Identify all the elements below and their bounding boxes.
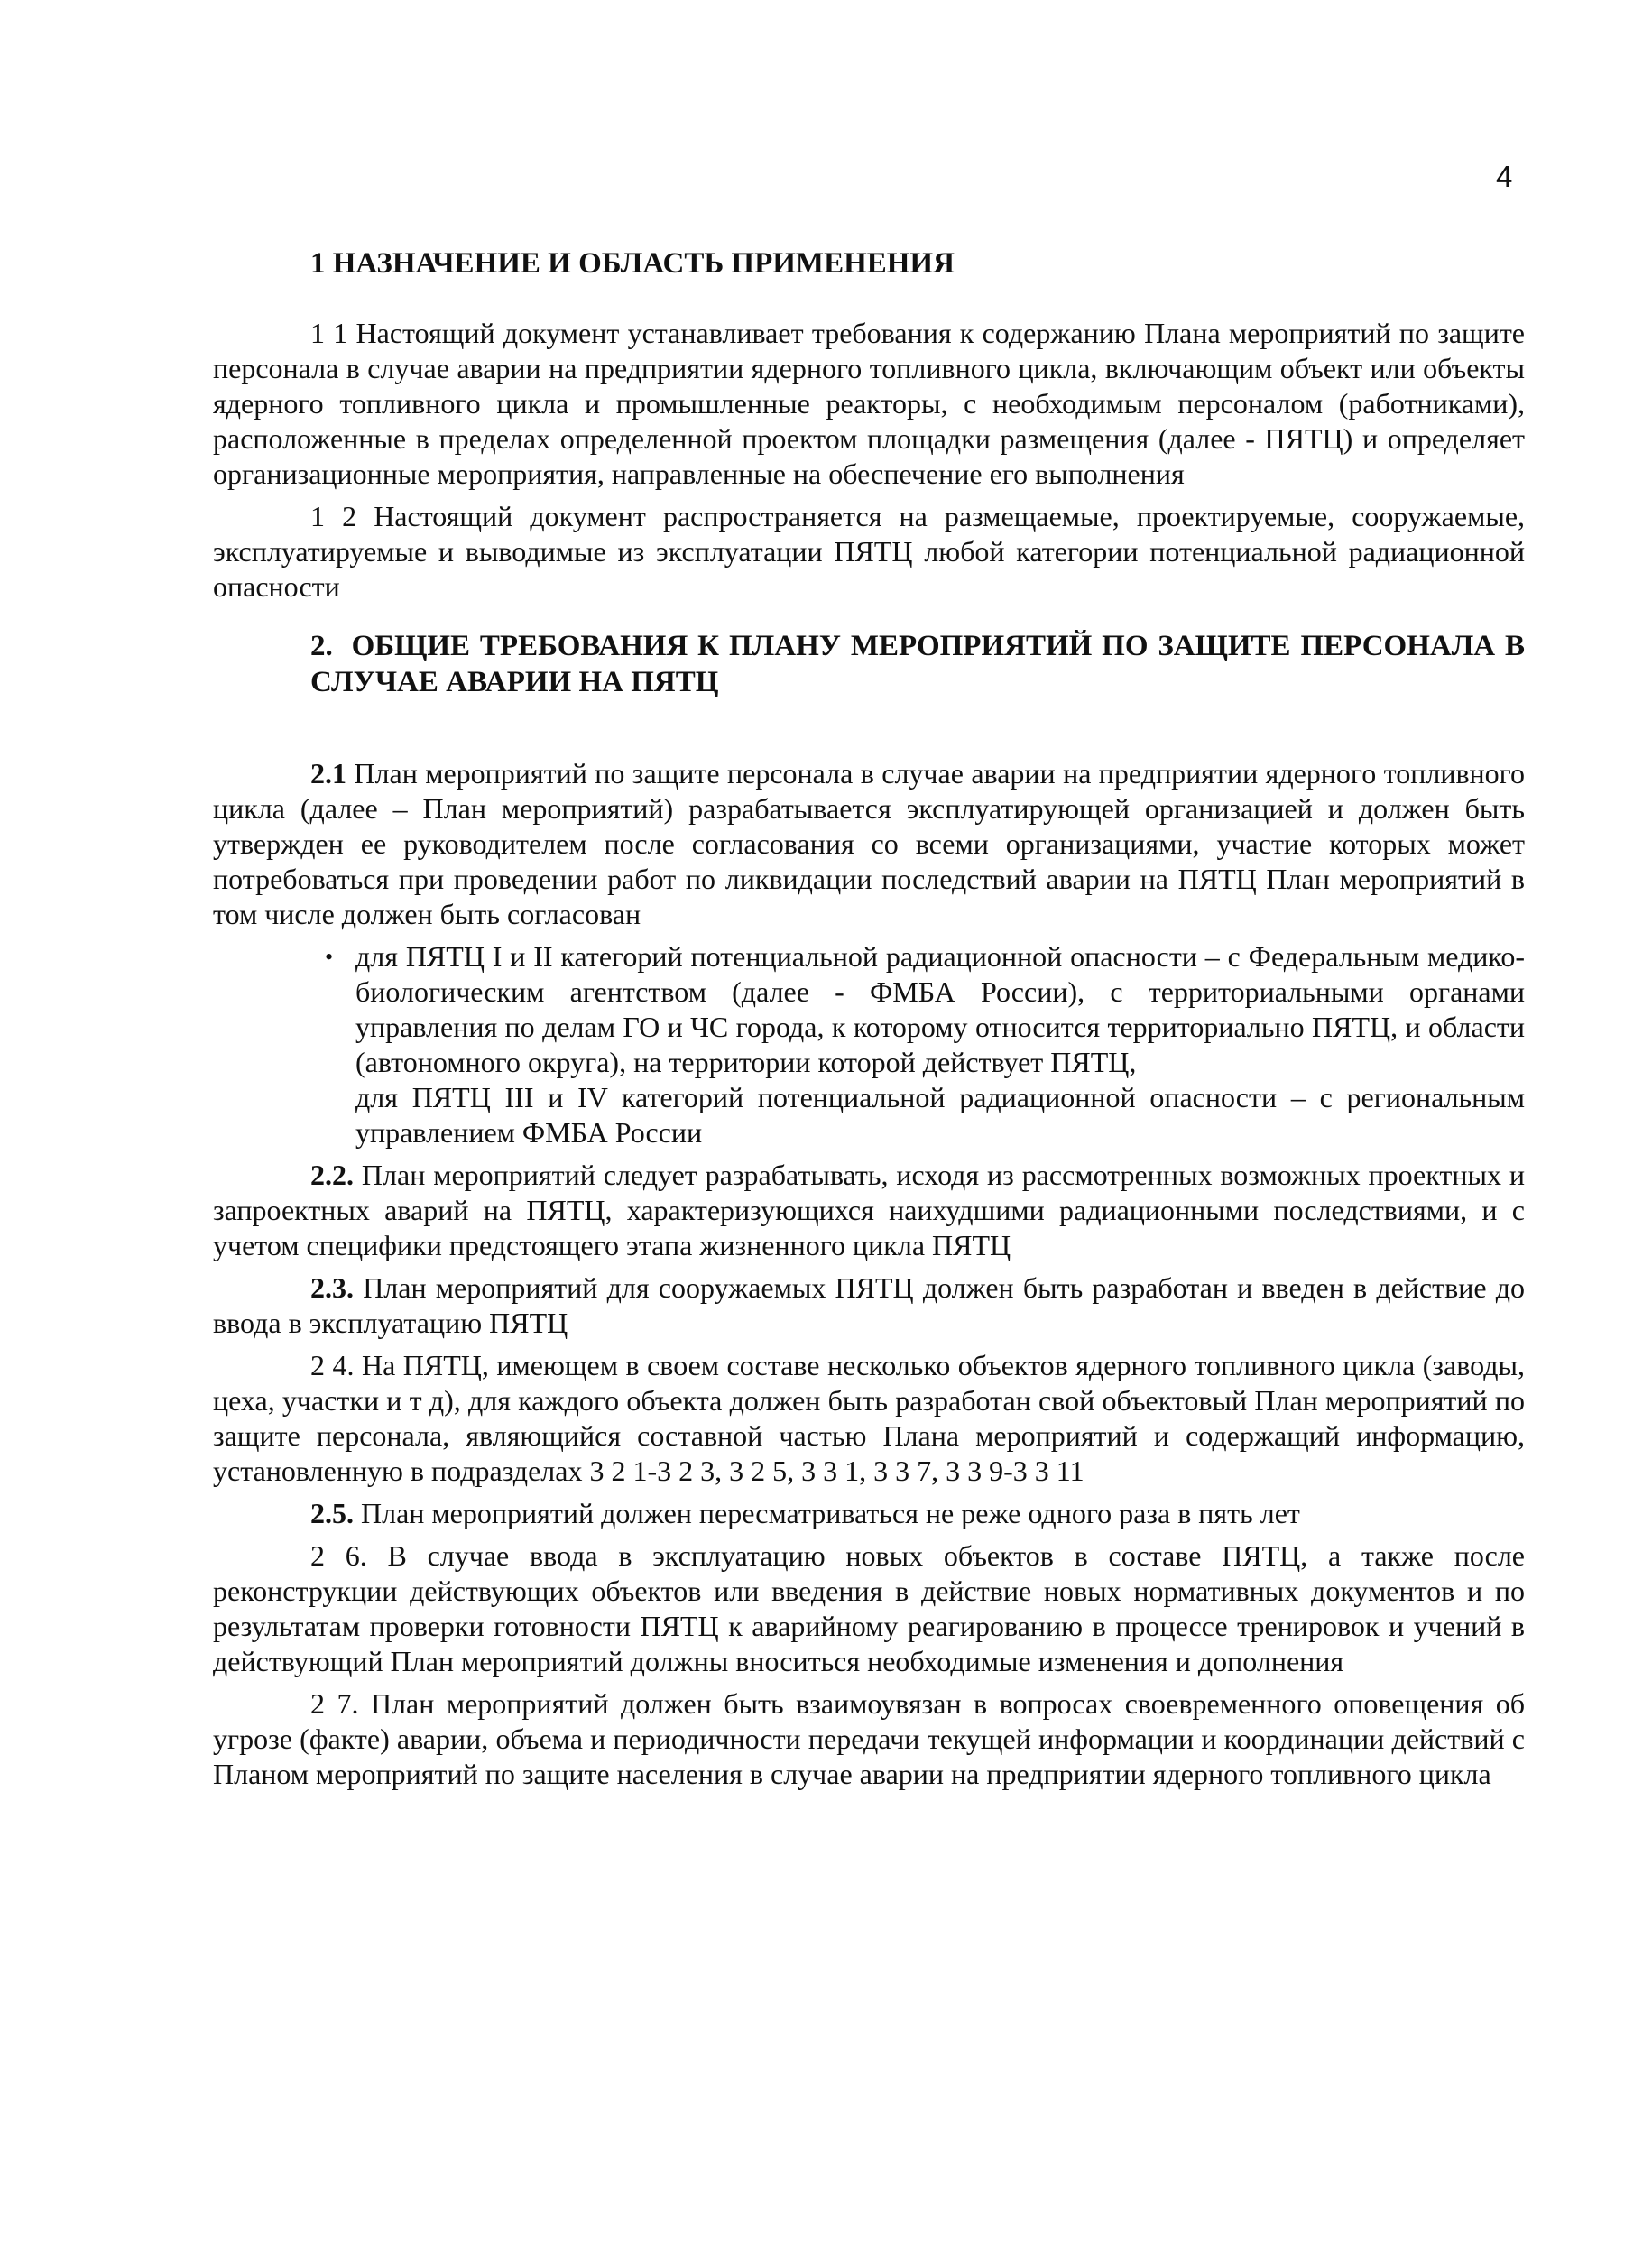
list-item-text: для ПЯТЦ III и IV категорий потенциальной радиационной опасности – с региональным управлением ФМБА России <box>355 1081 1525 1149</box>
paragraph-text: План мероприятий следует разрабатывать, исходя из рассмотренных возможных проектных и запроектных аварий на ПЯТЦ, характеризующихся наихудшими радиационными последствиями, и с учетом специфики предстоящего этапа жизненного цикла ПЯТЦ <box>213 1159 1526 1261</box>
paragraph-number: 2 7. <box>310 1687 359 1720</box>
paragraph-text: В случае ввода в эксплуатацию новых объектов в составе ПЯТЦ, а также после реконструкции действующих объектов или введения в действие новых нормативных документов и по результатам проверки готовности ПЯТЦ к аварийному реагированию в процессе тренировок и учений в действующий План мероприятий должны вноситься необходимые изменения и дополнения <box>213 1539 1526 1677</box>
bullet-icon: • <box>325 944 334 970</box>
paragraph-number: 2.5. <box>310 1497 354 1529</box>
paragraph-2-4 <box>213 1348 1525 1489</box>
paragraph-number: 2 4. <box>310 1349 355 1381</box>
paragraph-2-6 <box>213 1538 1525 1679</box>
paragraph-number: 2 6. <box>310 1539 367 1572</box>
paragraph-text: План мероприятий должен быть взаимоувязан в вопросах своевременного оповещения об угрозе (факте) аварии, объема и периодичности передачи текущей информации и координации действий с Планом мероприятий по защите населения в случае аварии на предприятии ядерного топливного цикла <box>213 1687 1525 1790</box>
list-item-text: для ПЯТЦ I и II категорий потенциальной радиационной опасности – с Федеральным медико-биологическим агентством (далее - ФМБА России), с территориальными органами управления по делам ГО и ЧС города, к которому относится территориально ПЯТЦ, и области (автономного округа), на территории которой действует ПЯТЦ, <box>355 940 1525 1078</box>
paragraph-text: Настоящий документ устанавливает требования к содержанию Плана мероприятий по защите персонала в случае аварии на предприятии ядерного топливного цикла, включающим объект или объекты ядерного топливного цикла и промышленные реакторы, с необходимым персоналом (работниками), расположенные в пределах определенной проектом площадки размещения (далее - ПЯТЦ) и определяет организационные мероприятия, направленные на обеспечение его выполнения <box>213 317 1525 490</box>
paragraph-2-5 <box>213 1496 1525 1531</box>
paragraph-number: 2.3. <box>310 1271 354 1304</box>
paragraph-number: 1 1 <box>310 317 348 349</box>
paragraph-text: План мероприятий должен пересматриваться не реже одного раза в пять лет <box>361 1497 1300 1529</box>
list-item <box>213 1080 1525 1150</box>
paragraph-number: 2.2. <box>310 1159 354 1191</box>
paragraph-2-7 <box>213 1686 1525 1792</box>
list-item <box>213 939 1525 1080</box>
paragraph-text: Настоящий документ распространяется на размещаемые, проектируемые, сооружаемые, эксплуатируемые и выводимые из эксплуатации ПЯТЦ любой категории потенциальной радиационной опасности <box>213 500 1526 603</box>
paragraph-text: План мероприятий для сооружаемых ПЯТЦ должен быть разработан и введен в действие до ввода в эксплуатацию ПЯТЦ <box>213 1271 1526 1339</box>
paragraph-text: План мероприятий по защите персонала в случае аварии на предприятии ядерного топливного цикла (далее – План мероприятий) разрабатывается эксплуатирующей организацией и должен быть утвержден ее руководителем после согласования со всеми организациями, участие которых может потребоваться при проведении работ по ликвидации последствий аварии на ПЯТЦ План мероприятий в том числе должен быть согласован <box>213 757 1526 930</box>
section-2-title: ОБЩИЕ ТРЕБОВАНИЯ К ПЛАНУ МЕРОПРИЯТИЙ ПО ЗАЩИТЕ ПЕРСОНАЛА В СЛУЧАЕ АВАРИИ НА ПЯТЦ <box>310 630 1525 698</box>
section-2-number: 2. <box>310 630 333 662</box>
paragraph-text: На ПЯТЦ, имеющем в своем составе несколько объектов ядерного топливного цикла (заводы, цеха, участки и т д), для каждого объекта должен быть разработан свой объектовый План мероприятий по защите персонала, являющийся составной частью Плана мероприятий и содержащий информацию, установленную в подразделах 3 2 1-3 2 3, 3 2 5, 3 3 1, 3 3 7, 3 3 9-3 3 11 <box>213 1349 1526 1487</box>
paragraph-1-2 <box>213 499 1525 605</box>
paragraph-2-2 <box>213 1158 1525 1263</box>
paragraph-2-1 <box>213 756 1525 932</box>
paragraph-number: 2.1 <box>310 757 346 790</box>
section-1-heading: 1 НАЗНАЧЕНИЕ И ОБЛАСТЬ ПРИМЕНЕНИЯ <box>310 247 955 280</box>
page-number: 4 <box>1496 160 1513 193</box>
section-2-heading <box>310 628 1525 700</box>
paragraph-number: 1 2 <box>310 500 357 532</box>
document-body <box>213 245 1525 1799</box>
approval-list <box>213 939 1525 1150</box>
paragraph-1-1 <box>213 316 1525 492</box>
paragraph-2-3 <box>213 1270 1525 1341</box>
